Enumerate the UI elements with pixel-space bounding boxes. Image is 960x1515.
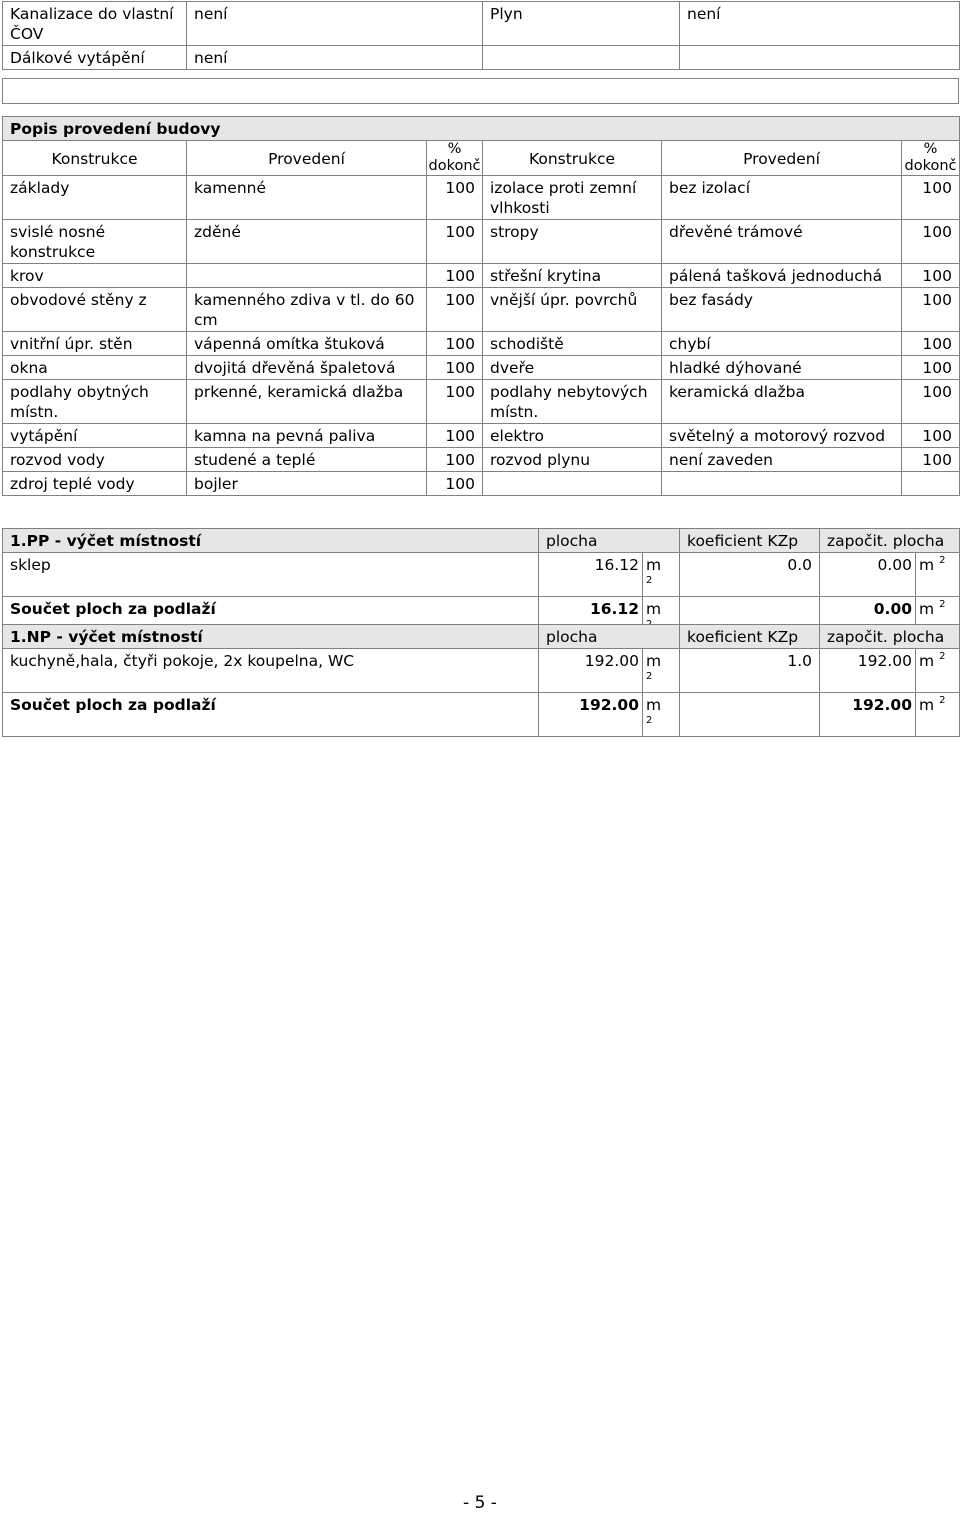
construction-execution: kamna na pevná paliva <box>187 424 427 448</box>
unit-exponent: 2 <box>939 554 946 566</box>
construction-execution <box>662 472 902 496</box>
column-header: Konstrukce <box>483 141 662 176</box>
construction-item: okna <box>3 356 187 380</box>
total-label: Součet ploch za podlaží <box>3 693 539 737</box>
total-row <box>3 693 960 737</box>
completion-percent: 100 <box>902 448 960 472</box>
empty-cell <box>680 693 820 737</box>
utility-value: není <box>680 2 960 46</box>
construction-execution: bojler <box>187 472 427 496</box>
utilities-table <box>2 1 960 70</box>
floor-title: 1.PP - výčet místností <box>3 529 539 553</box>
percent-label: dokonč <box>904 158 957 174</box>
completion-percent: 100 <box>427 380 483 424</box>
table-row <box>3 553 960 597</box>
floor-header-row <box>3 625 960 649</box>
construction-execution: vápenná omítka štuková <box>187 332 427 356</box>
construction-title-row <box>3 117 960 141</box>
floor-table-np <box>2 624 960 737</box>
table-row <box>3 380 960 424</box>
column-header: Provedení <box>662 141 902 176</box>
column-header-percent <box>902 141 960 176</box>
column-header: plocha <box>539 625 680 649</box>
construction-item <box>483 472 662 496</box>
construction-item: vytápění <box>3 424 187 448</box>
completion-percent: 100 <box>427 448 483 472</box>
construction-item: izolace proti zemní vlhkosti <box>483 176 662 220</box>
completion-percent: 100 <box>902 176 960 220</box>
table-row <box>3 288 960 332</box>
percent-label: dokonč <box>428 158 481 174</box>
construction-item: rozvod vody <box>3 448 187 472</box>
total-label: Součet ploch za podlaží <box>3 597 539 641</box>
construction-execution: není zaveden <box>662 448 902 472</box>
construction-item: dveře <box>483 356 662 380</box>
construction-item: podlahy obytných místn. <box>3 380 187 424</box>
construction-item: podlahy nebytových místn. <box>483 380 662 424</box>
construction-execution: zděné <box>187 220 427 264</box>
counted-area-value: 192.00 <box>820 649 916 693</box>
construction-execution <box>187 264 427 288</box>
construction-header-row <box>3 141 960 176</box>
table-row <box>3 264 960 288</box>
total-counted-area-value: 0.00 <box>820 597 916 641</box>
unit-exponent: 2 <box>646 574 653 586</box>
area-unit <box>916 649 960 693</box>
column-header: započit. plocha <box>820 625 960 649</box>
total-counted-area-value: 192.00 <box>820 693 916 737</box>
room-name: kuchyně,hala, čtyři pokoje, 2x koupelna, WC <box>3 649 539 693</box>
construction-execution: bez fasády <box>662 288 902 332</box>
construction-item: vnější úpr. povrchů <box>483 288 662 332</box>
table-row <box>3 649 960 693</box>
utility-label: Plyn <box>483 2 680 46</box>
column-header: započit. plocha <box>820 529 960 553</box>
construction-item: krov <box>3 264 187 288</box>
table-row <box>3 424 960 448</box>
coefficient-value: 1.0 <box>680 649 820 693</box>
completion-percent: 100 <box>427 332 483 356</box>
area-unit <box>643 693 680 737</box>
unit-exponent: 2 <box>939 650 946 662</box>
area-value: 16.12 <box>539 553 643 597</box>
table-row <box>3 472 960 496</box>
completion-percent: 100 <box>427 176 483 220</box>
spacer-cell <box>3 79 959 104</box>
floor-header-row <box>3 529 960 553</box>
column-header-percent <box>427 141 483 176</box>
completion-percent <box>902 472 960 496</box>
percent-label: % <box>923 141 938 157</box>
completion-percent: 100 <box>902 264 960 288</box>
table-row <box>3 448 960 472</box>
construction-item: zdroj teplé vody <box>3 472 187 496</box>
area-unit <box>916 553 960 597</box>
completion-percent: 100 <box>902 424 960 448</box>
column-header: plocha <box>539 529 680 553</box>
utility-value <box>680 46 960 70</box>
section-title: Popis provedení budovy <box>3 117 960 141</box>
utility-value: není <box>187 2 483 46</box>
construction-item: střešní krytina <box>483 264 662 288</box>
completion-percent: 100 <box>902 380 960 424</box>
unit-exponent: 2 <box>646 714 653 726</box>
completion-percent: 100 <box>902 288 960 332</box>
page-number: - 5 - <box>463 1493 497 1513</box>
utility-label: Dálkové vytápění <box>3 46 187 70</box>
total-area-value: 192.00 <box>539 693 643 737</box>
unit-exponent: 2 <box>939 598 946 610</box>
coefficient-value: 0.0 <box>680 553 820 597</box>
unit-label: m <box>919 652 935 670</box>
area-unit <box>916 693 960 737</box>
construction-execution: dvojitá dřevěná špaletová <box>187 356 427 380</box>
floor-title: 1.NP - výčet místností <box>3 625 539 649</box>
construction-item: rozvod plynu <box>483 448 662 472</box>
room-name: sklep <box>3 553 539 597</box>
unit-exponent: 2 <box>646 618 653 630</box>
construction-execution: studené a teplé <box>187 448 427 472</box>
unit-label: m <box>646 696 662 714</box>
table-row <box>3 332 960 356</box>
construction-execution: pálená tašková jednoduchá <box>662 264 902 288</box>
unit-label: m <box>919 600 935 618</box>
construction-table <box>2 116 960 496</box>
completion-percent: 100 <box>427 424 483 448</box>
construction-execution: prkenné, keramická dlažba <box>187 380 427 424</box>
construction-item: schodiště <box>483 332 662 356</box>
construction-execution: světelný a motorový rozvod <box>662 424 902 448</box>
table-row <box>3 176 960 220</box>
construction-item: svislé nosné konstrukce <box>3 220 187 264</box>
construction-item: vnitřní úpr. stěn <box>3 332 187 356</box>
area-unit <box>643 553 680 597</box>
unit-label: m <box>646 600 662 618</box>
construction-item: obvodové stěny z <box>3 288 187 332</box>
utility-value: není <box>187 46 483 70</box>
utility-label: Kanalizace do vlastní ČOV <box>3 2 187 46</box>
percent-label: % <box>447 141 462 157</box>
unit-label: m <box>919 696 935 714</box>
utility-label <box>483 46 680 70</box>
construction-execution: keramická dlažba <box>662 380 902 424</box>
unit-label: m <box>646 652 662 670</box>
unit-exponent: 2 <box>646 670 653 682</box>
construction-item: základy <box>3 176 187 220</box>
column-header: koeficient KZp <box>680 625 820 649</box>
completion-percent: 100 <box>427 288 483 332</box>
utilities-row <box>3 46 960 70</box>
column-header: Konstrukce <box>3 141 187 176</box>
completion-percent: 100 <box>902 220 960 264</box>
completion-percent: 100 <box>902 356 960 380</box>
construction-item: elektro <box>483 424 662 448</box>
completion-percent: 100 <box>427 264 483 288</box>
construction-execution: chybí <box>662 332 902 356</box>
construction-execution: kamenné <box>187 176 427 220</box>
construction-execution: bez izolací <box>662 176 902 220</box>
completion-percent: 100 <box>902 332 960 356</box>
unit-label: m <box>646 556 662 574</box>
unit-label: m <box>919 556 935 574</box>
completion-percent: 100 <box>427 356 483 380</box>
construction-execution: dřevěné trámové <box>662 220 902 264</box>
table-row <box>3 356 960 380</box>
unit-exponent: 2 <box>939 694 946 706</box>
construction-execution: kamenného zdiva v tl. do 60 cm <box>187 288 427 332</box>
total-area-value: 16.12 <box>539 597 643 641</box>
column-header: koeficient KZp <box>680 529 820 553</box>
area-unit <box>643 649 680 693</box>
spacer-table <box>2 78 959 104</box>
counted-area-value: 0.00 <box>820 553 916 597</box>
completion-percent: 100 <box>427 220 483 264</box>
construction-execution: hladké dýhované <box>662 356 902 380</box>
table-row <box>3 220 960 264</box>
area-value: 192.00 <box>539 649 643 693</box>
utilities-row <box>3 2 960 46</box>
completion-percent: 100 <box>427 472 483 496</box>
construction-item: stropy <box>483 220 662 264</box>
column-header: Provedení <box>187 141 427 176</box>
